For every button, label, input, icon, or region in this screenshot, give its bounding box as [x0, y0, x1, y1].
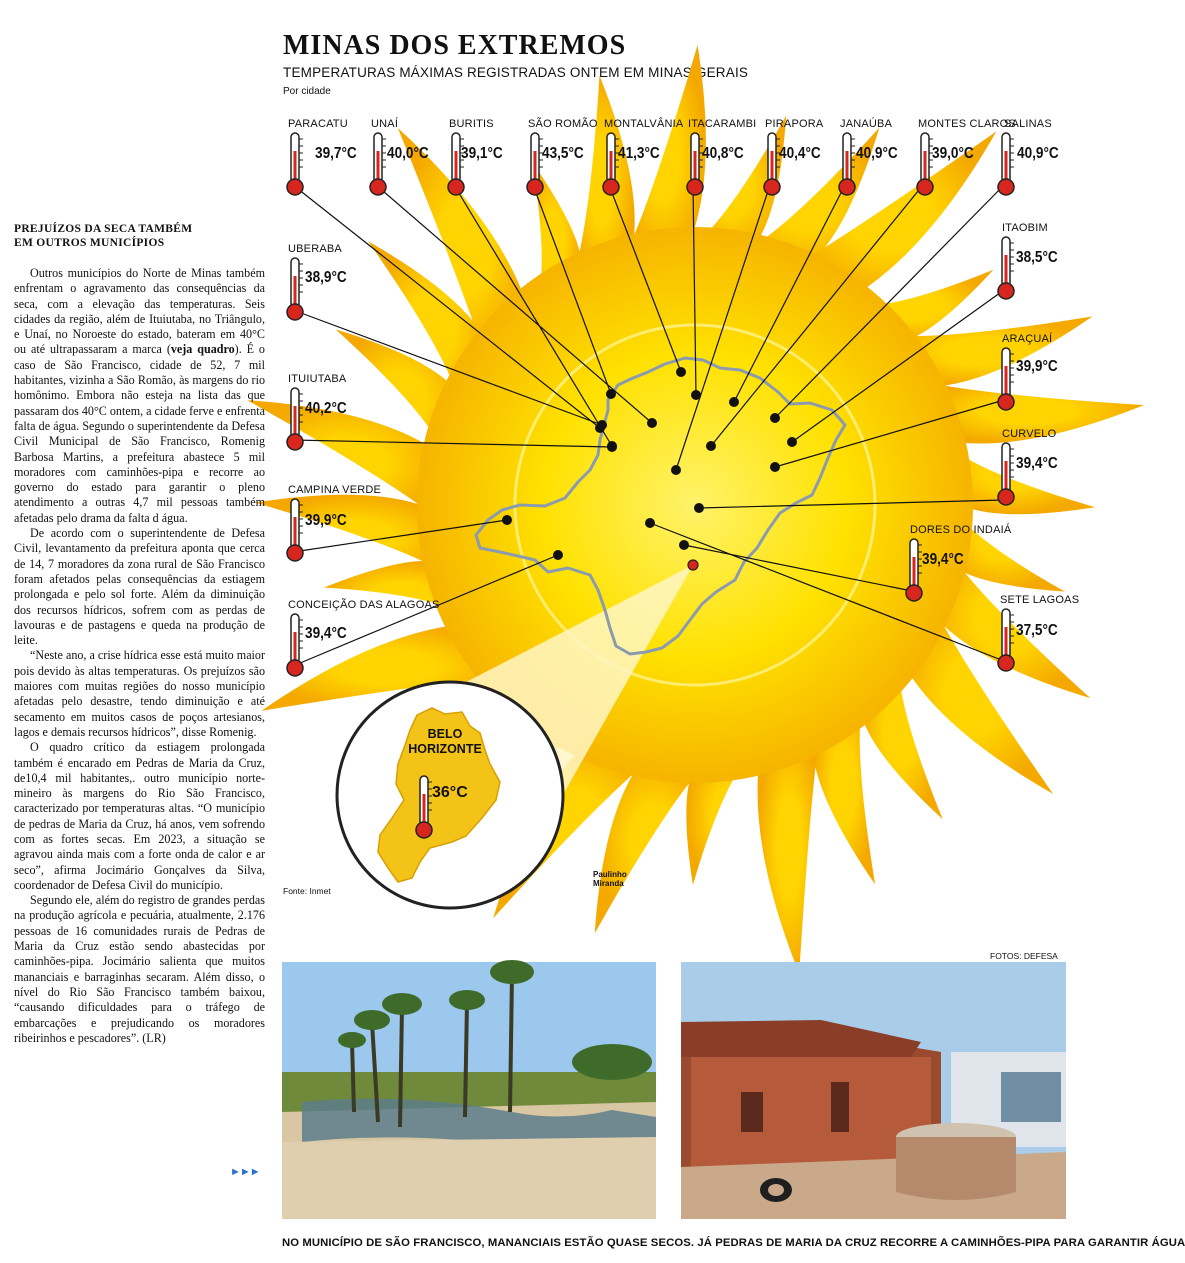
article-text: ). É o caso de São Francisco, cidade de 52, 7 mil habitantes, vizinha a São Romão, às margens do rio homônimo. Embora não esteja na lista das que passaram dos 40°C ontem, a cidade ferve e enfrenta falta de água. Segundo o superintendente da Defesa Civil Municipal de São Francisco, Romenig Barbosa Martins, a prefeitura abastece 5 mil moradores com caminhões-pipa e recorre ao governo do estado para garantir o pleno atendimento a outras 4,7 mil pessoas também afetadas pelo drama da falta d água.	[14, 342, 265, 525]
city-dot	[606, 389, 616, 399]
thermometer-icon	[527, 133, 543, 195]
city-temperature: 40,9°C	[1017, 145, 1059, 162]
thermometer-icon	[287, 133, 303, 195]
city-temperature: 40,9°C	[856, 145, 898, 162]
city-temperature: 40,2°C	[305, 400, 347, 417]
city-temperature: 39,0°C	[932, 145, 974, 162]
thermometer-icon	[917, 133, 933, 195]
city-dot	[691, 390, 701, 400]
photo-credit: FOTOS: DEFESA	[990, 951, 1058, 961]
city-temperature: 40,4°C	[779, 145, 821, 162]
city-dot	[694, 503, 704, 513]
city-name: ARAÇUAÍ	[1002, 333, 1053, 345]
infographic-subtitle: TEMPERATURAS MÁXIMAS REGISTRADAS ONTEM EM MINAS GERAIS	[283, 65, 749, 80]
article-paragraph	[14, 266, 265, 526]
capital-name-line1: BELO	[427, 727, 463, 741]
capital-name-line2: HORIZONTE	[408, 742, 482, 756]
city-name: CAMPINA VERDE	[288, 484, 382, 496]
city-temperature: 40,0°C	[387, 145, 429, 162]
thermometer-icon	[998, 443, 1014, 505]
city-temperature: 43,5°C	[542, 145, 584, 162]
sun-map-illustration	[270, 105, 1080, 900]
belo-horizonte-dot	[688, 560, 698, 570]
city-temperature: 39,1°C	[461, 145, 503, 162]
infographic-title: MINAS DOS EXTREMOS	[283, 30, 627, 61]
city-name: JANAÚBA	[840, 118, 893, 130]
city-dot	[597, 420, 607, 430]
article-text: Outros municípios do Norte de Minas também enfrentam o agravamento das consequências da seca, com a elevação das temperaturas. Seis cidades da região, além de Ituiutaba, no Triângulo, e Unaí, no Noroeste do estado, bateram em 40°C ou até ultrapassaram a marca (	[14, 266, 265, 357]
city-name: ITAOBIM	[1002, 222, 1048, 234]
city-name: CONCEIÇÃO DAS ALAGOAS	[288, 599, 440, 611]
source-note: Fonte: Inmet	[283, 886, 331, 896]
photo-caption: NO MUNICÍPIO DE SÃO FRANCISCO, MANANCIAIS ESTÃO QUASE SECOS. JÁ PEDRAS DE MARIA DA CRUZ RECORRE A CAMINHÕES-PIPA PARA GARANTIR ÁGUA	[282, 1237, 1185, 1249]
city-dot	[607, 442, 617, 452]
city-dot	[706, 441, 716, 451]
city-name: ITUIUTABA	[288, 373, 347, 385]
city-name: PIRAPORA	[765, 118, 824, 130]
article-headline-line2: EM OUTROS MUNICÍPIOS	[14, 237, 165, 249]
city-name: SETE LAGOAS	[1000, 594, 1080, 606]
artist-credit-line2: Miranda	[593, 879, 624, 888]
city-name: UBERABA	[288, 243, 342, 255]
city-dot	[671, 465, 681, 475]
article-paragraph: Segundo ele, além do registro de grandes perdas na produção agrícola e pecuária, atualmente, 2.176 pessoas de 16 comunidades rurais de Pedras de Maria da Cruz estão sendo abastecidas por caminhões-pipa. Jocimário salienta que muitos mananciais e barraginhas secaram. Além disso, o nível do Rio São Francisco também baixou, “causando dificuldades para o tráfego de embarcações e prejudicando os moradores ribeirinhos e pescadores”. (LR)	[14, 893, 265, 1045]
article-paragraph: O quadro crítico da estiagem prolongada também é encarado em Pedras de Maria da Cruz, de10,4 mil habitantes,. outro município norte-mineiro às margens do Rio São Francisco, caracterizado por temperaturas altas. “O município de pedras de Maria da Cruz, há anos, vem sofrendo com as fortes secas. Em 2023, a situação se agravou ainda mais com a forte onda de calor e ar seco”, afirma Jocimário Gonçalves da Silva, coordenador de Defesa Civil do município.	[14, 740, 265, 892]
city-temperature: 39,4°C	[1016, 455, 1058, 472]
city-temperature: 39,9°C	[1016, 358, 1058, 375]
city-dot	[647, 418, 657, 428]
artist-credit	[593, 870, 627, 888]
continue-arrows: ►►►	[230, 1166, 260, 1178]
article-headline-line1: PREJUÍZOS DA SECA TAMBÉM	[14, 223, 193, 235]
city-temperature: 39,7°C	[315, 145, 357, 162]
thermometer-icon	[998, 133, 1014, 195]
city-name: CURVELO	[1002, 428, 1057, 440]
thermometer-icon	[998, 237, 1014, 299]
city-name: DORES DO INDAIÁ	[910, 524, 1012, 536]
article-body	[14, 266, 265, 1046]
city-name: UNAÍ	[371, 118, 399, 130]
city-dot	[553, 550, 563, 560]
city-dot	[787, 437, 797, 447]
city-name: PARACATU	[288, 118, 348, 130]
photo-dry-pond	[282, 962, 656, 1219]
article-paragraph: “Neste ano, a crise hídrica esse está muito maior pois devido às altas temperaturas. Os prejuízos são maiores com muitas regiões do nosso município afetadas pelo desastre, tendo diminuição e até secamento em muitos casos de poços artesianos, lagos e demais recursos hídricos”, disse Romenig.	[14, 648, 265, 739]
thermometer-icon	[287, 614, 303, 676]
city-dot	[770, 413, 780, 423]
city-name: BURITIS	[449, 118, 494, 130]
city-name: SÃO ROMÃO	[528, 118, 598, 130]
city-temperature: 38,5°C	[1016, 249, 1058, 266]
city-dot	[676, 367, 686, 377]
photo-water-truck	[681, 962, 1066, 1219]
by-city-label: Por cidade	[283, 86, 331, 97]
city-temperature: 39,4°C	[305, 625, 347, 642]
article-headline	[14, 222, 264, 250]
article-paragraph: De acordo com o superintendente de Defesa Civil, levantamento da prefeitura aponta que cerca de 14, 7 moradores da zona rural de São Francisco foram afetados pelas consequências da estiagem prolongada e pelo sol forte. Além da diminuição dos recursos hídricos, sofrem com as perdas de lavouras e de pastagens e queda na produção de leite.	[14, 526, 265, 648]
city-name: ITACARAMBI	[688, 118, 757, 130]
city-temperature: 39,9°C	[305, 512, 347, 529]
city-name: SALINAS	[1004, 118, 1052, 130]
city-dot	[645, 518, 655, 528]
capital-label	[400, 727, 490, 757]
city-dot	[502, 515, 512, 525]
thermometer-icon	[370, 133, 386, 195]
city-name: MONTALVÂNIA	[604, 118, 684, 130]
city-dot	[770, 462, 780, 472]
city-dot	[679, 540, 689, 550]
thermometer-icon	[448, 133, 464, 195]
capital-temp: 36°C	[432, 784, 468, 801]
city-temperature: 40,8°C	[702, 145, 744, 162]
city-temperature: 41,3°C	[618, 145, 660, 162]
city-dot	[729, 397, 739, 407]
city-temperature: 38,9°C	[305, 269, 347, 286]
artist-credit-line1: Paulinho	[593, 870, 627, 879]
city-temperature: 37,5°C	[1016, 622, 1058, 639]
article-bold-ref: veja quadro	[170, 342, 235, 357]
thermometer-icon	[287, 258, 303, 320]
city-name: MONTES CLAROS	[918, 118, 1016, 130]
city-temperature: 39,4°C	[922, 551, 964, 568]
